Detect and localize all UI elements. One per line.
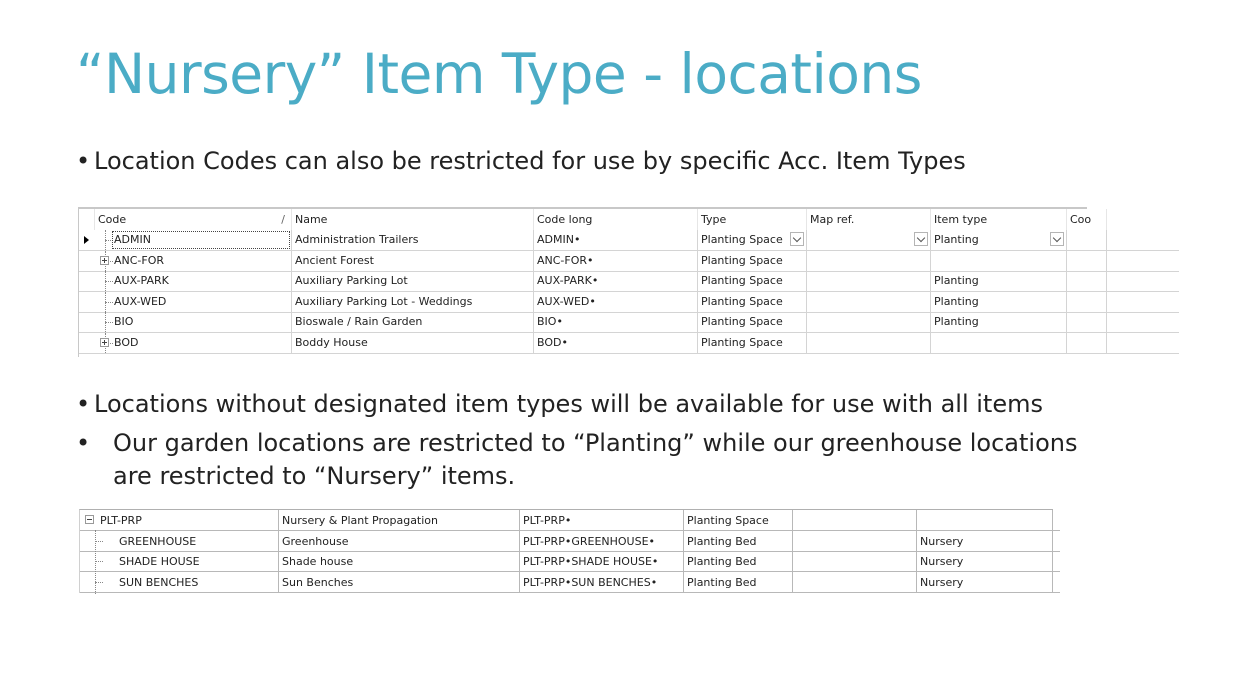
cell-coords[interactable] [1067,312,1107,332]
type-text: Planting Space [701,233,783,246]
type-text: Planting Bed [687,555,757,568]
cell-map-ref[interactable] [793,531,917,551]
code-text: SUN BENCHES [119,575,199,589]
cell-item-type[interactable] [931,292,1067,312]
slide-title: “Nursery” Item Type - locations [76,42,922,106]
column-header-map-ref[interactable]: Map ref. [807,209,931,230]
cell-item-type[interactable] [931,271,1067,291]
cell-code-long[interactable] [520,510,684,530]
name-text: Shade house [282,555,354,568]
cell-type[interactable] [684,551,793,571]
cell-coords[interactable] [1067,333,1107,353]
cell-name[interactable] [279,531,520,551]
code-text: ADMIN [114,233,151,246]
code-text: BOD [114,335,139,349]
cell-map-ref[interactable] [807,251,931,271]
chevron-down-icon[interactable] [914,232,928,246]
table-row[interactable] [79,251,1179,272]
cell-code-long[interactable] [520,572,684,592]
tree-guide-line [95,530,96,594]
cell-name[interactable] [292,271,534,291]
cell-item-type[interactable] [917,531,1053,551]
code-long-text: AUX-WED• [537,294,596,308]
chevron-down-icon[interactable] [790,232,804,246]
table-row[interactable] [80,531,1060,552]
cell-type[interactable] [698,251,807,271]
cell-name[interactable] [292,230,534,250]
sort-indicator-icon: / [281,213,285,226]
table-row[interactable] [79,292,1179,313]
name-text: Greenhouse [282,534,349,548]
name-text: Bioswale / Rain Garden [295,315,423,328]
column-header-type[interactable]: Type [698,209,807,230]
tree-hline [105,302,113,303]
item-type-text: Nursery [920,575,964,589]
cell-item-type[interactable] [917,551,1053,571]
row-selector[interactable] [79,292,95,312]
row-selector[interactable] [79,333,95,353]
name-text: Boddy House [295,335,368,349]
cell-code[interactable] [95,271,292,291]
column-header-coords[interactable]: Coo [1067,209,1107,230]
type-text: Planting Bed [687,575,757,589]
cell-type[interactable] [684,531,793,551]
cell-code[interactable] [95,333,292,353]
cell-code-long[interactable] [534,333,698,353]
cell-item-type[interactable] [917,510,1053,530]
cell-code-long[interactable] [534,271,698,291]
cell-code[interactable] [80,572,279,592]
cell-map-ref[interactable] [807,333,931,353]
cell-item-type[interactable] [931,312,1067,332]
grid-header [79,209,1179,230]
cell-item-type[interactable] [931,230,1067,250]
cell-code-long[interactable] [534,312,698,332]
column-label: Code [98,213,127,226]
bullet-text: Location Codes can also be restricted for use by specific Acc. Item Types [94,147,966,175]
cell-type[interactable] [684,510,793,530]
cell-code[interactable] [80,551,279,571]
bullet-location-codes [76,145,966,178]
type-text: Planting Space [701,315,783,328]
bullet-dot: • [76,390,91,418]
bullet-dot: • [76,147,91,175]
code-long-text: PLT-PRP•SUN BENCHES• [523,575,658,589]
cell-type[interactable] [698,292,807,312]
column-header-name[interactable]: Name [292,209,534,230]
code-long-text: ANC-FOR• [537,253,594,267]
column-header-item-type[interactable]: Item type [931,209,1067,230]
table-row[interactable] [79,312,1179,333]
cell-item-type[interactable] [917,572,1053,592]
bullet-text-line1: Our garden locations are restricted to “Planting” while our greenhouse locations [113,429,1078,457]
cell-code-long[interactable] [534,251,698,271]
code-long-text: PLT-PRP• [523,514,572,527]
chevron-down-icon[interactable] [1050,232,1064,246]
name-text: Administration Trailers [295,233,419,246]
cell-map-ref[interactable] [807,292,931,312]
type-text: Planting Space [687,514,769,527]
type-text: Planting Space [701,335,783,349]
bullet-no-item-types [76,388,1043,421]
cell-coords[interactable] [1067,292,1107,312]
expand-plus-icon[interactable] [100,338,109,347]
bullet-text: Locations without designated item types will be available for use with all items [94,390,1043,418]
cell-name[interactable] [292,333,534,353]
code-long-text: PLT-PRP•SHADE HOUSE• [523,555,659,568]
row-selector[interactable] [79,271,95,291]
name-text: Sun Benches [282,575,354,589]
row-selector[interactable] [79,251,95,271]
code-long-text: BOD• [537,335,568,349]
cell-type[interactable] [684,572,793,592]
bullet-dot: • [76,429,91,457]
table-row[interactable] [79,230,1179,251]
cell-type[interactable] [698,333,807,353]
name-text: Auxiliary Parking Lot [295,274,408,287]
tree-connector [99,292,113,312]
cell-map-ref[interactable] [793,510,917,530]
code-text: ANC-FOR [114,253,165,267]
item-type-text: Nursery [920,534,964,548]
column-header-code-long[interactable]: Code long [534,209,698,230]
item-type-text: Nursery [920,555,964,568]
cell-name[interactable] [292,292,534,312]
code-text: GREENHOUSE [119,534,197,548]
type-text: Planting Space [701,253,783,267]
cell-type[interactable] [698,230,807,250]
table-row[interactable] [80,551,1060,572]
code-text: SHADE HOUSE [119,555,200,568]
row-selector[interactable] [79,230,95,250]
cell-focus-outline [112,231,290,249]
tree-connector [99,333,113,353]
cell-code-long[interactable] [534,292,698,312]
bullet-text-line2: are restricted to “Nursery” items. [113,462,516,490]
cell-code[interactable] [95,230,292,250]
table-row[interactable] [79,271,1179,292]
cell-code[interactable] [95,312,292,332]
cell-code[interactable] [80,510,279,530]
code-long-text: PLT-PRP•GREENHOUSE• [523,534,656,548]
tree-hline [95,541,103,542]
column-header-code[interactable] [95,209,292,230]
cell-map-ref[interactable] [807,271,931,291]
item-type-text: Planting [934,294,979,308]
item-type-text: Planting [934,233,979,246]
cell-map-ref[interactable] [793,551,917,571]
cell-code-long[interactable] [534,230,698,250]
code-long-text: AUX-PARK• [537,274,599,287]
cell-name[interactable] [279,510,520,530]
cell-map-ref[interactable] [807,312,931,332]
row-selector-header [79,209,95,230]
row-selector[interactable] [79,312,95,332]
code-long-text: ADMIN• [537,233,581,246]
type-text: Planting Bed [687,534,757,548]
cell-name[interactable] [279,572,520,592]
bullet-garden-greenhouse [76,427,1078,493]
table-row[interactable] [80,510,1060,531]
cell-name[interactable] [292,312,534,332]
cell-coords[interactable] [1067,251,1107,271]
tree-connector [99,251,113,271]
collapse-minus-icon[interactable] [85,515,94,524]
tree-connector [99,230,113,250]
code-text: AUX-WED [114,294,167,308]
tree-hline [95,582,103,583]
cell-item-type[interactable] [931,251,1067,271]
table-row[interactable] [80,572,1060,593]
code-long-text: BIO• [537,315,563,328]
code-text: AUX-PARK [114,274,169,287]
table-row[interactable] [79,333,1179,354]
cell-coords[interactable] [1067,271,1107,291]
code-text: BIO [114,315,134,328]
cell-map-ref[interactable] [807,230,931,250]
type-text: Planting Space [701,274,783,287]
cell-code-long[interactable] [520,551,684,571]
expand-plus-icon[interactable] [100,256,109,265]
tree-connector [99,312,113,332]
cell-item-type[interactable] [931,333,1067,353]
cell-code[interactable] [80,531,279,551]
name-text: Nursery & Plant Propagation [282,514,439,527]
cell-code[interactable] [95,292,292,312]
item-type-text: Planting [934,315,979,328]
tree-hline [95,561,103,562]
tree-connector [99,271,113,291]
tree-hline [105,281,113,282]
cell-code[interactable] [95,251,292,271]
cell-type[interactable] [698,312,807,332]
cell-coords[interactable] [1067,230,1107,250]
tree-hline [105,322,113,323]
item-type-text: Planting [934,274,979,287]
location-grid-top [78,207,1092,357]
cell-type[interactable] [698,271,807,291]
name-text: Ancient Forest [295,253,374,267]
location-grid-nursery [79,509,1053,593]
name-text: Auxiliary Parking Lot - Weddings [295,294,473,308]
cell-map-ref[interactable] [793,572,917,592]
cell-name[interactable] [279,551,520,571]
current-row-arrow-icon [84,236,89,244]
cell-name[interactable] [292,251,534,271]
type-text: Planting Space [701,294,783,308]
code-text: PLT-PRP [100,514,142,527]
cell-code-long[interactable] [520,531,684,551]
